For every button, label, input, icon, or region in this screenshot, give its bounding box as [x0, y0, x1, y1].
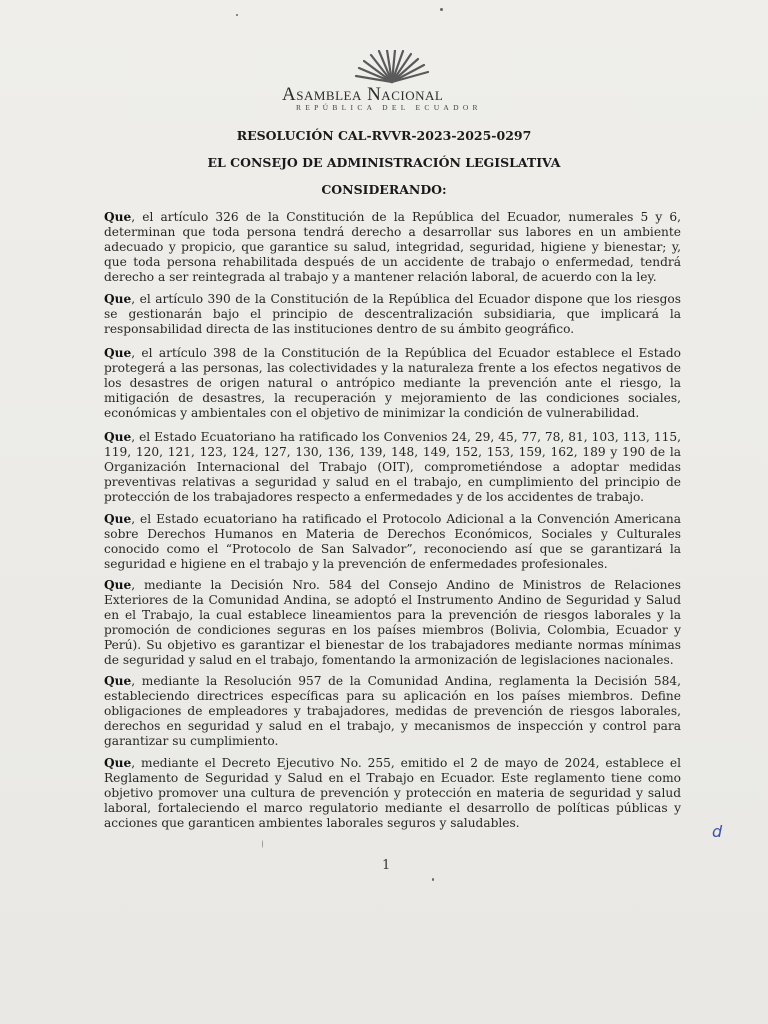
- paragraph-resolution-957: [104, 674, 681, 749]
- scan-speck: [236, 14, 238, 16]
- paragraph-text: , el artículo 390 de la Constitución de la República del Ecuador dispone que los riesgos se gestionarán bajo el principio de descentralización subsidiaria, que implicará la responsabilidad directa de las instituciones dentro de su ámbito geográfico.: [104, 292, 681, 337]
- paragraph-art-398: [104, 346, 681, 421]
- paragraph-text: , el Estado Ecuatoriano ha ratificado los Convenios 24, 29, 45, 77, 78, 81, 103, 113, 115, 119, 120, 121, 123, 124, 127, 130, 136, 139, 148, 149, 152, 153, 159, 162, 189 y 190 de la Organización Internacional del Trabajo (OIT), comprometiéndose a adoptar medidas preventivas relativas a seguridad y salud en el trabajo, en cumplimiento del principio de protección de los trabajadores respecto a enfermedades y de los accidentes de trabajo.: [104, 430, 681, 505]
- paragraph-text: , mediante la Decisión Nro. 584 del Consejo Andino de Ministros de Relaciones Exteriores de la Comunidad Andina, se adoptó el Instrumento Andino de Seguridad y Salud en el Trabajo, la cual establece lineamientos para la prevención de riesgos laborales y la promoción de condiciones seguras en los países miembros (Bolivia, Colombia, Ecuador y Perú). Su objetivo es garantizar el bienestar de los trabajadores mediante normas mínimas de seguridad y salud en el trabajo, fomentando la armonización de legislaciones nacionales.: [104, 578, 681, 668]
- asamblea-logo: [270, 50, 500, 112]
- paragraph-lead: Que: [104, 578, 132, 592]
- handwritten-mark: d: [712, 822, 723, 841]
- paragraph-text: , el artículo 398 de la Constitución de la República del Ecuador establece el Estado protegerá a las personas, las colectividades y la naturaleza frente a los efectos negativos de los desastres de origen natural o antrópico mediante la prevención ante el riesgo, la mitigación de desastres, la recuperación y mejoramiento de las condiciones sociales, económicas y ambientales con el objetivo de minimizar la condición de vulnerabilidad.: [104, 346, 681, 421]
- paragraph-art-390: [104, 292, 681, 337]
- paragraph-decision-584: [104, 578, 681, 669]
- scan-speck: [262, 840, 263, 848]
- paragraph-art-326: [104, 210, 681, 285]
- paragraph-decree-255: [104, 756, 681, 831]
- paragraph-lead: Que: [104, 512, 132, 526]
- paragraph-text: , mediante el Decreto Ejecutivo No. 255, emitido el 2 de mayo de 2024, establece el Reglamento de Seguridad y Salud en el Trabajo en Ecuador. Este reglamento tiene como objetivo promover una cultura de prevención y protección en materia de seguridad y salud laboral, fortaleciendo el marco regulatorio mediante el desarrollo de políticas públicas y acciones que garanticen ambientes laborales seguros y saludables.: [104, 756, 681, 831]
- paragraph-lead: Que: [104, 292, 132, 306]
- resolution-number: RESOLUCIÓN CAL-RVVR-2023-2025-0297: [236, 128, 532, 143]
- scan-speck: [440, 8, 443, 11]
- institution-name: Asamblea Nacional: [282, 84, 444, 105]
- paragraph-lead: Que: [104, 674, 132, 688]
- page-number: 1: [382, 858, 391, 873]
- paragraph-text: , el artículo 326 de la Constitución de la República del Ecuador, numerales 5 y 6, determinan que toda persona tendrá derecho a desarrollar sus labores en un ambiente adecuado y propicio, que garantice su salud, integridad, seguridad, higiene y bienestar; y, que toda persona rehabilitada después de un accidente de trabajo o enfermedad, tendrá derecho a ser reintegrada al trabajo y a mantener relación laboral, de acuerdo con la ley.: [104, 210, 681, 285]
- paragraph-text: , el Estado ecuatoriano ha ratificado el Protocolo Adicional a la Convención Americana sobre Derechos Humanos en Materia de Derechos Económicos, Sociales y Culturales conocido como el “Protocolo de San Salvador”, reconociendo así que se garantizará la seguridad e higiene en el trabajo y la prevención de enfermedades profesionales.: [104, 512, 681, 572]
- paragraph-lead: Que: [104, 430, 132, 444]
- council-title: EL CONSEJO DE ADMINISTRACIÓN LEGISLATIVA: [207, 155, 561, 170]
- paragraph-lead: Que: [104, 756, 132, 770]
- scan-speck: [432, 878, 434, 881]
- paragraph-san-salvador: [104, 512, 681, 572]
- paragraph-oit-conventions: [104, 430, 681, 505]
- fan-emblem-icon: [352, 50, 432, 84]
- paragraph-lead: Que: [104, 210, 132, 224]
- considering-heading: CONSIDERANDO:: [321, 182, 447, 197]
- institution-subtitle: REPÚBLICA DEL ECUADOR: [296, 103, 482, 112]
- paragraph-text: , mediante la Resolución 957 de la Comunidad Andina, reglamenta la Decisión 584, estableciendo directrices específicas para su aplicación en los países miembros. Define obligaciones de empleadores y trabajadores, medidas de prevención de riesgos laborales, derechos en seguridad y salud en el trabajo, y mecanismos de inspección y control para garantizar su cumplimiento.: [104, 674, 681, 749]
- paragraph-lead: Que: [104, 346, 132, 360]
